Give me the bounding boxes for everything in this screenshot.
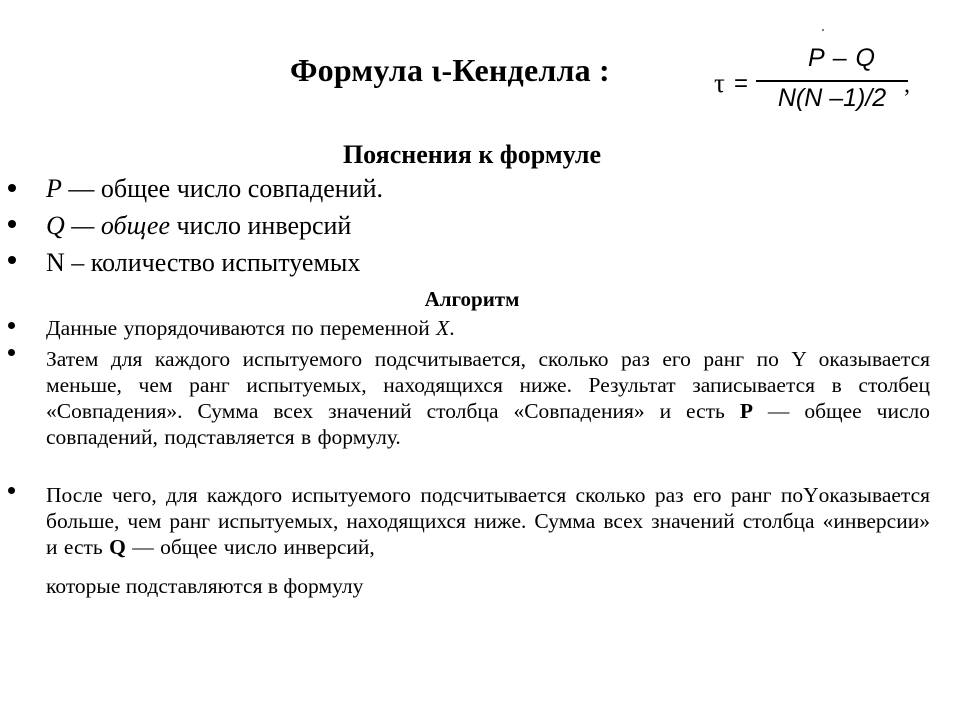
kendall-formula [712,46,922,126]
step-text: — общее число инверсий, [125,535,375,559]
explanation-text: N – количество испытуемых [46,248,361,277]
fraction-bar [756,80,908,82]
formula-tau: τ [714,68,725,98]
explanation-text: — общее число совпадений. [61,174,384,203]
step-text: — общее число совпадений, подставляется в формулу. [46,399,930,449]
bullet-icon [8,322,15,329]
symbol-p: P [46,174,62,203]
bullet-icon [8,220,16,228]
step-text: После чего, для каждого испытуемого подсчитывается сколько раз его ранг поYоказывается больше, чем ранг испытуемых, находящихся ниже. Сумма всех значений столбца «инверсии» и есть [46,483,930,559]
formula-comma: , [904,72,910,98]
symbol-q-bold: Q [109,535,126,559]
stray-dot [822,29,824,31]
explanations-heading: Пояснения к формуле [342,140,602,169]
step-text: Затем для каждого испытуемого подсчитывается, сколько раз его ранг по Y оказывается меньше, чем ранг испытуемых, находящихся ниже. Результат записывается в столбец «Совпадения». Сумма всех значений столбца «Совпадения» и есть [46,347,930,423]
variable-x: X [436,316,450,340]
symbol-q: Q — общее [46,211,170,240]
bullet-icon [8,487,15,494]
bullet-icon [8,184,16,192]
symbol-p-bold: Р [739,399,753,423]
algorithm-heading: Алгоритм [424,287,520,311]
algorithm-step-3 [46,482,930,560]
formula-numerator: P – Q [808,44,876,72]
bullet-icon [8,349,15,356]
bullet-icon [8,256,16,264]
formula-denominator: N(N –1)/2 [777,84,887,112]
algorithm-step-2 [46,346,930,450]
explanation-text: число инверсий [169,211,352,240]
formula-equals: = [734,70,749,97]
slide-title: Формула ι-Кенделла : [290,52,610,88]
explanation-item-n [46,248,360,278]
step-end: . [449,316,455,340]
explanation-item-q [46,211,351,241]
algorithm-step-1 [46,315,930,341]
explanation-item-p [46,174,383,204]
step-text: Данные упорядочиваются по переменной [46,316,437,340]
algorithm-step-3-last-line: которые подставляются в формулу [46,574,364,598]
